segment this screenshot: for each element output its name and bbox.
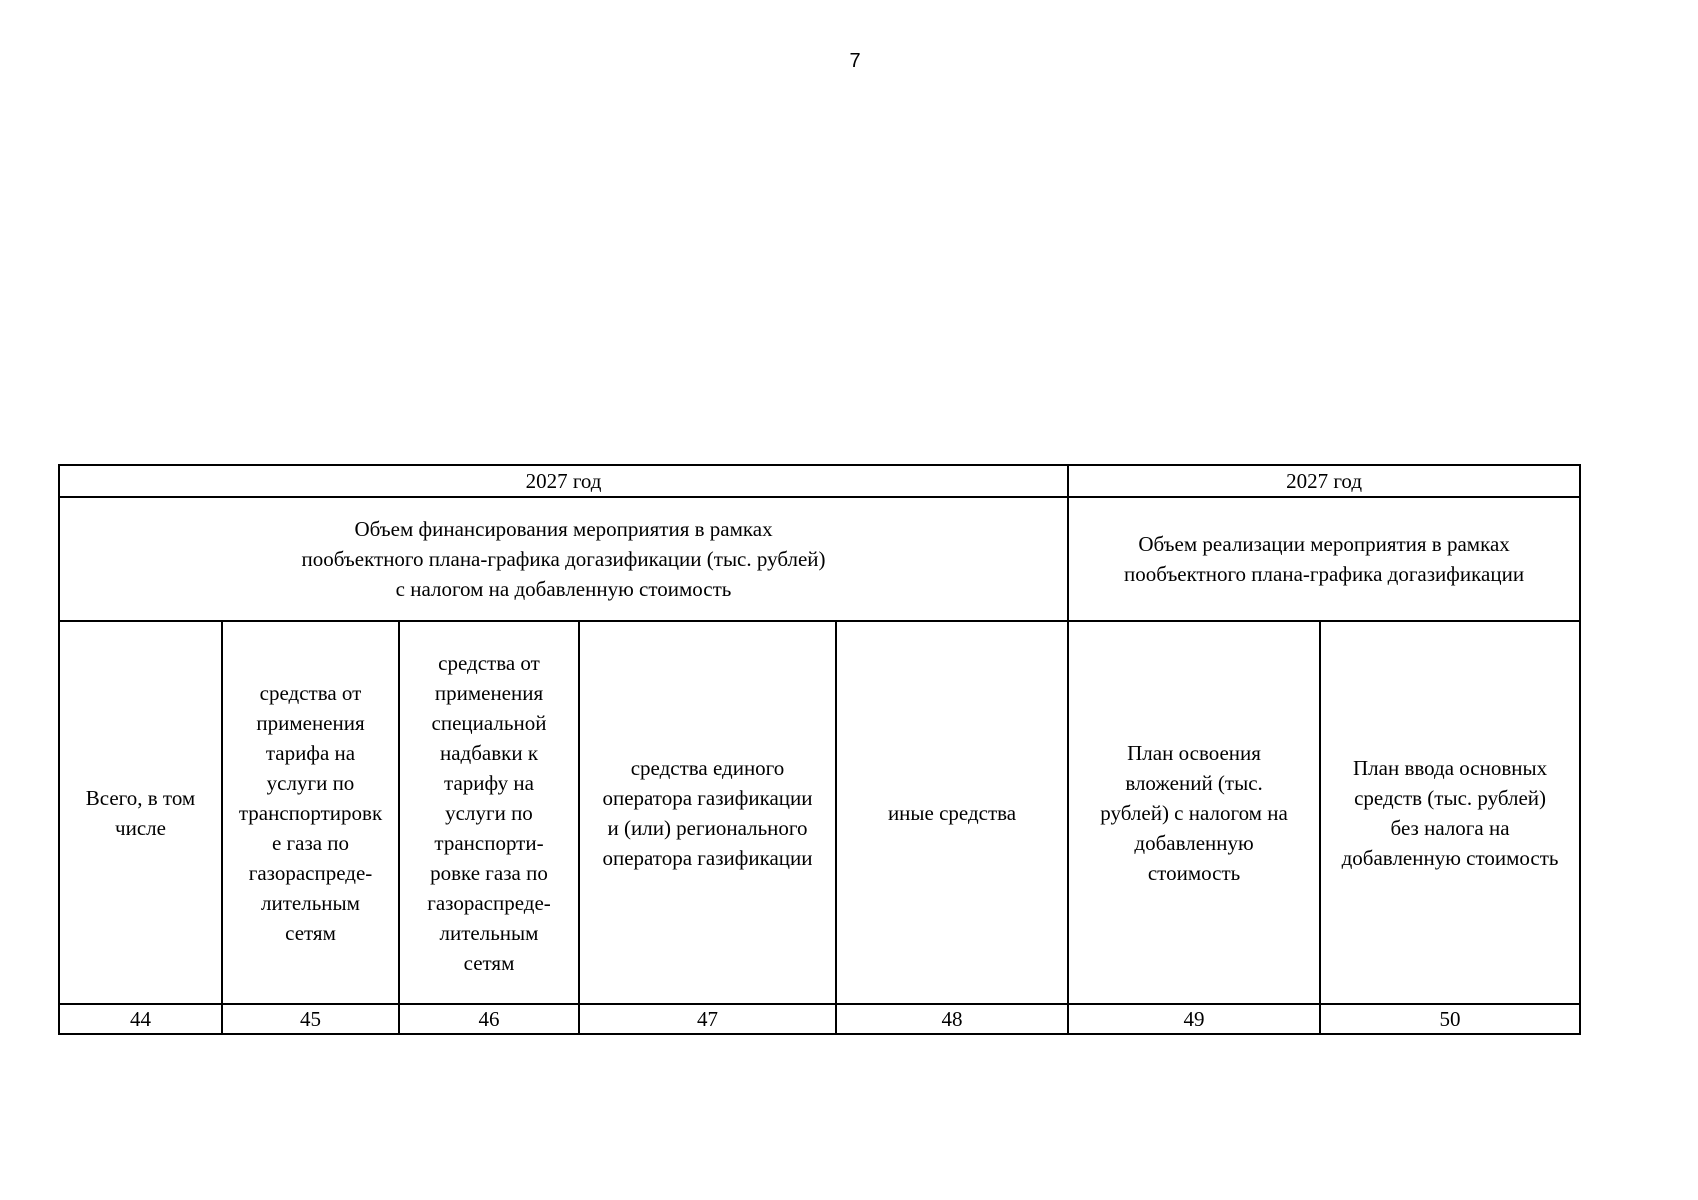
header-line: надбавки к (439, 740, 539, 765)
header-line: и (или) регионального (607, 815, 808, 840)
header-line: иные средства (887, 800, 1017, 825)
header-line: транспорти- (434, 830, 544, 855)
header-line: числе (115, 815, 166, 840)
column-number-cell: 48 (836, 1004, 1068, 1034)
implementation-year-cell: 2027 год (1068, 465, 1580, 497)
header-line: транспортировк (238, 800, 383, 825)
column-number-cell: 47 (579, 1004, 836, 1034)
header-line: вложений (тыс. (1125, 770, 1263, 795)
header-line: лительным (439, 920, 539, 945)
header-line: средства от (438, 650, 540, 675)
header-line: средства единого (630, 755, 785, 780)
financing-plan-table (58, 464, 1581, 1035)
column-number-cell: 46 (399, 1004, 579, 1034)
header-line: с налогом на добавленную стоимость (395, 577, 732, 601)
header-line: стоимость (1147, 860, 1241, 885)
header-line: тарифу на (444, 770, 534, 795)
header-line: пообъектного плана-графика догазификации (тыс. рублей) (301, 547, 826, 571)
page-number: 7 (849, 50, 861, 72)
column-number-row (59, 1004, 1580, 1034)
column-header-fixed-assets-plan (1320, 621, 1580, 1004)
header-line: средств (тыс. рублей) (1354, 785, 1547, 810)
header-line: пообъектного плана-графика догазификации (1124, 562, 1525, 586)
header-line: добавленную стоимость (1341, 845, 1559, 870)
financing-year-cell: 2027 год (59, 465, 1068, 497)
header-line: газораспреде- (427, 890, 551, 915)
column-header-total (59, 621, 222, 1004)
column-header-operator-funds (579, 621, 836, 1004)
header-line: сетям (285, 920, 336, 945)
header-line: без налога на (1390, 815, 1510, 840)
header-line: рублей) с налогом на (1100, 800, 1288, 825)
header-line: План ввода основных (1352, 755, 1548, 780)
implementation-group-header (1068, 497, 1580, 621)
column-header-other-funds (836, 621, 1068, 1004)
year-header-row (59, 465, 1580, 497)
column-number-cell: 50 (1320, 1004, 1580, 1034)
header-line: специальной (431, 710, 547, 735)
column-header-investment-plan (1068, 621, 1320, 1004)
header-line: оператора газификации (602, 785, 813, 810)
header-line: тарифа на (265, 740, 356, 765)
column-header-surcharge-funds (399, 621, 579, 1004)
header-line: услуги по (445, 800, 533, 825)
header-line: сетям (463, 950, 515, 975)
header-line: Объем реализации мероприятия в рамках (1138, 532, 1510, 556)
header-line: оператора газификации (602, 845, 813, 870)
header-line: добавленную (1134, 830, 1254, 855)
header-line: Объем финансирования мероприятия в рамках (354, 517, 773, 541)
header-line: применения (256, 710, 365, 735)
header-line: лительным (261, 890, 360, 915)
column-number-cell: 44 (59, 1004, 222, 1034)
header-line: ровке газа по (430, 860, 548, 885)
column-header-tariff-funds (222, 621, 399, 1004)
header-line: е газа по (271, 830, 350, 855)
column-number-cell: 45 (222, 1004, 399, 1034)
header-line: услуги по (266, 770, 355, 795)
header-line: План освоения (1127, 740, 1261, 765)
group-header-row (59, 497, 1580, 621)
column-number-cell: 49 (1068, 1004, 1320, 1034)
header-line: газораспреде- (248, 860, 373, 885)
header-line: Всего, в том (85, 785, 196, 810)
header-line: средства от (259, 680, 362, 705)
column-header-row (59, 621, 1580, 1004)
financing-group-header (59, 497, 1068, 621)
header-line: применения (434, 680, 544, 705)
